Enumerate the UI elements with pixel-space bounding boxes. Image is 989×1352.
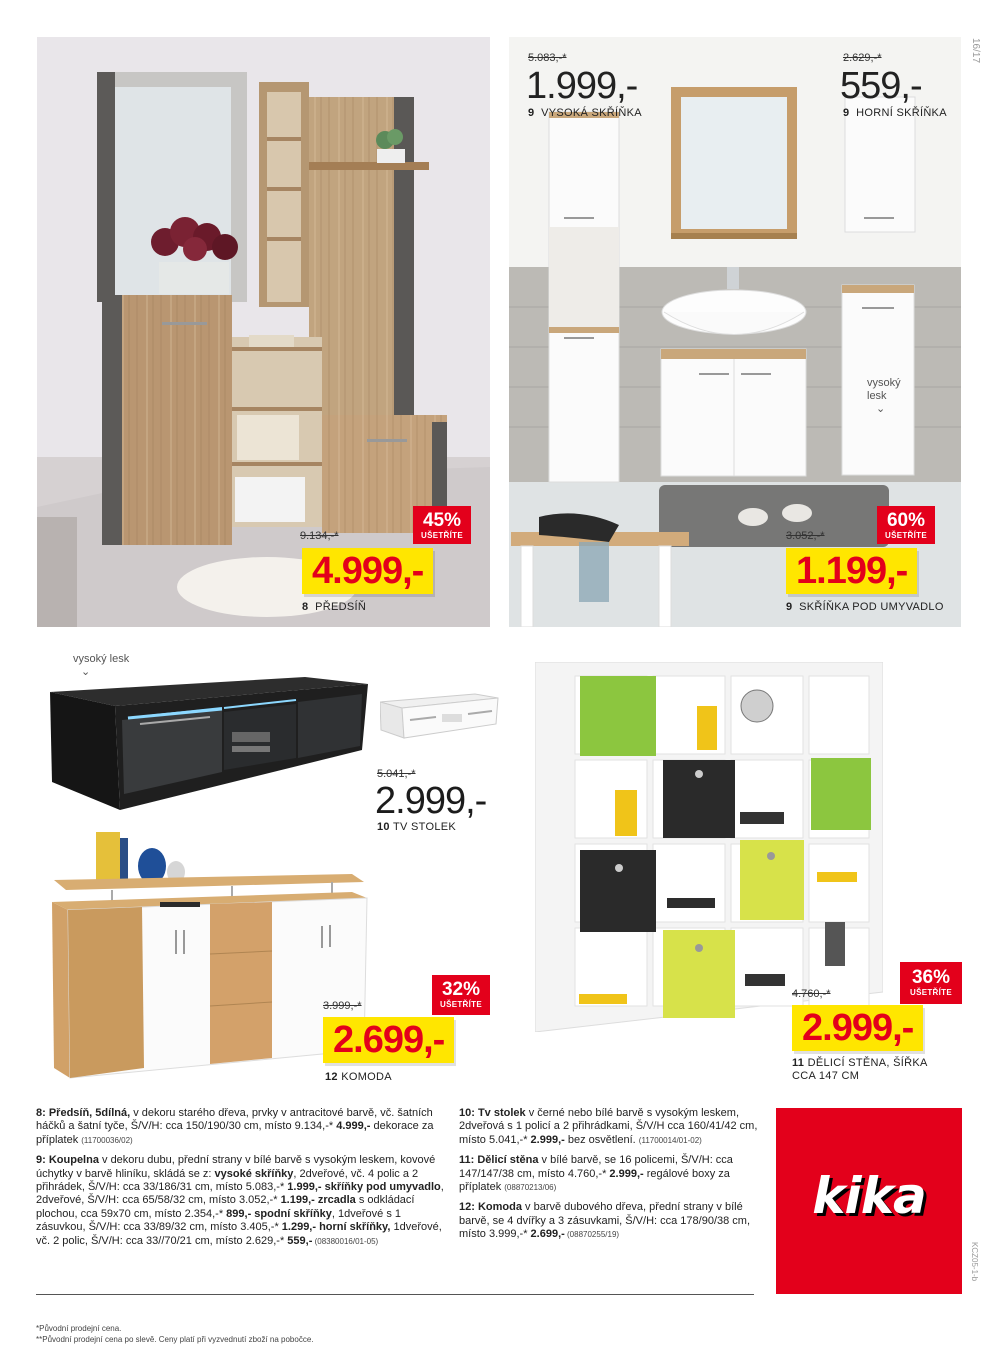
discount-percent: 60% (886, 510, 926, 531)
discount-badge-9c (877, 506, 935, 544)
old-price-9c: 3.052,-* (786, 530, 825, 542)
article-code: (11700036/02) (81, 1135, 133, 1145)
product-label-9b (843, 107, 947, 119)
description-bold: 1.199,- zrcadla (280, 1194, 356, 1207)
description-column-right (459, 1107, 759, 1249)
product-number: 10 (377, 821, 390, 833)
product-number: 12 (325, 1071, 338, 1083)
room-divider-illustration (535, 662, 883, 1032)
tv-stand-white-illustration (380, 692, 500, 742)
product-label-11 (792, 1057, 928, 1083)
product-label-10 (377, 821, 456, 833)
sale-price-9c: 1.199,- (786, 548, 917, 594)
article-code: (08380016/01-05) (312, 1236, 379, 1246)
product-name: PŘEDSÍŇ (315, 601, 367, 613)
article-code: (08870213/06) (504, 1183, 557, 1193)
tv-stand-white-photo (380, 692, 500, 742)
old-price-11: 4.760,-* (792, 988, 831, 1000)
product-name: KOMODA (341, 1071, 392, 1083)
old-price-9b: 2.629,-* (843, 52, 882, 64)
footer-divider (36, 1294, 754, 1295)
description-10 (459, 1107, 759, 1147)
chevron-down-icon: ⌄ (876, 403, 886, 415)
description-text: , 1dveřové s 1 zásuvkou, Š/V/H: cca 33/89/32 cm, místo 3.405,-* (36, 1207, 402, 1234)
sale-price-12: 2.699,- (323, 1017, 454, 1063)
description-text: v dekoru dubu, přední strany v bílé barvě s vysokým leskem, kovové úchytky v barvě hliníku, skládá se z: (36, 1154, 436, 1180)
description-bold: 559,- (287, 1234, 313, 1247)
sale-price-8: 4.999,- (302, 548, 433, 594)
product-name: HORNÍ SKŘÍŇKA (856, 107, 947, 119)
page-number: 16/17 (970, 38, 981, 64)
article-code: (08870255/19) (564, 1230, 620, 1240)
discount-percent: 36% (911, 967, 951, 988)
discount-percent: 32% (441, 979, 481, 1000)
chevron-down-icon: ⌄ (81, 666, 91, 678)
discount-percent: 45% (422, 510, 462, 531)
description-11 (459, 1154, 759, 1194)
description-text: , 2dveřové, Š/V/H: cca 65/58/32 cm, místo 3.052,-* (36, 1181, 444, 1207)
description-text: , 2dveřové, vč. 4 polic a 2 přihrádek, Š/V/H: cca 33/186/31 cm, místo 5.083,-* (36, 1167, 419, 1194)
description-bold: vysoké skříňky (214, 1167, 294, 1180)
room-divider-photo (535, 662, 883, 1032)
old-price-9a: 5.083,-* (528, 52, 567, 64)
discount-badge-8 (413, 506, 471, 544)
footnote-2: **Původní prodejní cena po slevě. Ceny platí při vyzvednutí zboží na pobočce. (36, 1335, 314, 1344)
gloss-text: vysoký lesk (73, 653, 130, 665)
description-text: s odkládací plochou, cca 59x70 cm, místo 2.354,-* (36, 1194, 415, 1220)
product-name: TV STOLEK (393, 821, 457, 833)
old-price-12: 3.999,-* (323, 1000, 362, 1012)
old-price-8: 9.134,-* (300, 530, 339, 542)
gloss-note-9 (867, 377, 907, 416)
product-label-9a (528, 107, 642, 119)
description-text: regálové boxy za příplatek (459, 1167, 730, 1194)
product-number: 11 (792, 1057, 805, 1069)
discount-label: UŠETŘÍTE (910, 988, 952, 997)
description-bold: 1.299,- horní skříňky, (281, 1221, 391, 1234)
description-price: 4.999,- (336, 1120, 371, 1133)
discount-badge-12 (432, 975, 490, 1015)
price-9a: 1.999,- (526, 65, 638, 107)
description-9 (36, 1154, 448, 1248)
description-price: 2.999,- (609, 1167, 644, 1180)
product-name: VYSOKÁ SKŘÍŇKA (541, 107, 642, 119)
description-text: dekorace za příplatek (36, 1120, 434, 1146)
description-text: v bílé barvě, se 16 policemi, Š/V/H: cca 147/147/38 cm, místo 4.760,-* (459, 1154, 733, 1180)
description-text: bez osvětlení. (564, 1133, 639, 1146)
discount-label: UŠETŘÍTE (440, 1000, 482, 1009)
gloss-text: vysoký lesk (867, 377, 901, 402)
sale-price-11: 2.999,- (792, 1005, 923, 1051)
catalog-code: KCZ05-1-b (970, 1242, 979, 1282)
price-10: 2.999,- (375, 780, 487, 822)
discount-label: UŠETŘÍTE (885, 531, 927, 540)
description-bold: 899,- spodní skříňky (226, 1207, 332, 1220)
description-title: 10: Tv stolek (459, 1107, 526, 1119)
discount-badge-11 (900, 962, 962, 1004)
product-name-line2: CCA 147 CM (792, 1070, 860, 1082)
kika-logo-text: kika (812, 1167, 926, 1225)
product-label-8 (302, 601, 366, 613)
description-title: 11: Dělicí stěna (459, 1154, 539, 1167)
product-label-9c (786, 601, 944, 613)
description-bold: 1.999,- skříňky pod umyvadlo (287, 1181, 441, 1194)
discount-label: UŠETŘÍTE (421, 531, 463, 540)
old-price-10: 5.041,-* (377, 768, 416, 780)
description-title: 12: Komoda (459, 1201, 522, 1214)
product-number: 9 (843, 107, 850, 119)
product-number: 9 (528, 107, 535, 119)
description-price: 2.999,- (530, 1133, 565, 1146)
description-12 (459, 1201, 759, 1241)
product-name: DĚLICÍ STĚNA, ŠÍŘKA (807, 1057, 928, 1069)
tv-stand-black-photo (50, 672, 370, 812)
description-8 (36, 1107, 448, 1147)
description-text: 1dveřové, vč. 2 polic, Š/V/H: cca 33//70/21 cm, místo 2.629,-* (36, 1221, 442, 1247)
article-code: (11700014/01-02) (638, 1135, 702, 1145)
product-label-12 (325, 1071, 392, 1083)
tv-stand-black-illustration (50, 672, 370, 812)
footnote-1: *Původní prodejní cena. (36, 1324, 122, 1333)
kika-logo (776, 1108, 962, 1294)
product-name: SKŘÍŇKA POD UMYVADLO (799, 601, 944, 613)
description-text: v barvě dubového dřeva, přední strany v bílé barvě, se 4 dvířky a 3 zásuvkami, Š/V/H: cca 178/90/38 cm, místo 3.999,-* (459, 1201, 751, 1241)
description-column-left (36, 1107, 448, 1255)
product-number: 9 (786, 601, 793, 613)
description-text: v dekoru starého dřeva, prvky v antracitové barvě, vč. šatních háčků a šatní tyče, Š/V/H: cca 150/190/30 cm, místo 9.134,-* (36, 1107, 433, 1133)
product-number: 8 (302, 601, 309, 613)
description-title: 8: Předsíň, 5dílná, (36, 1107, 131, 1119)
description-title: 9: Koupelna (36, 1154, 99, 1167)
description-text: v černé nebo bílé barvě s vysokým leskem, 2dveřová s 1 policí a 2 přihrádkami, Š/V/H cca 160/41/42 cm, místo 5.041,-* (459, 1107, 758, 1146)
description-price: 2.699,- (530, 1228, 565, 1241)
price-9b: 559,- (840, 65, 922, 107)
